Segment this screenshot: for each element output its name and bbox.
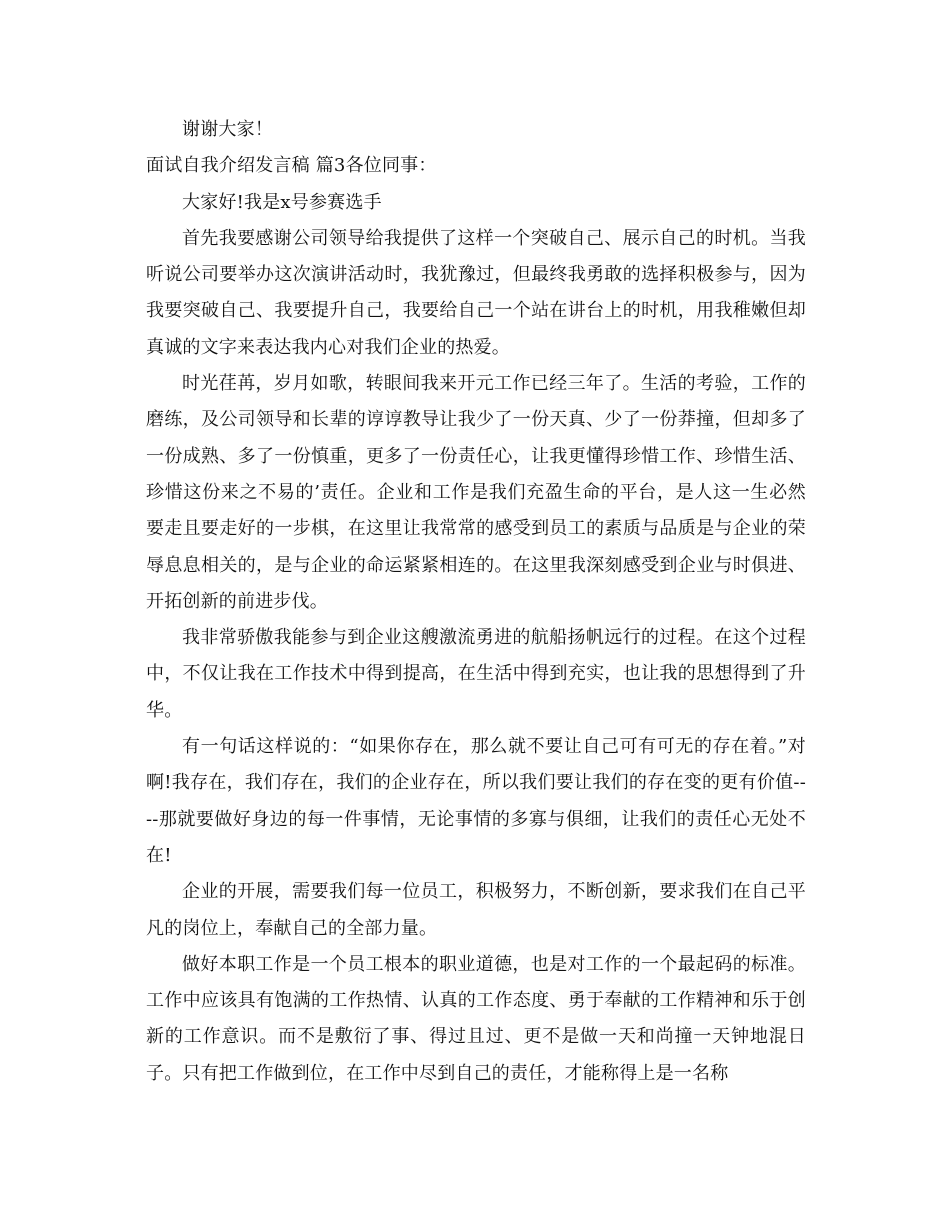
document-body (146, 112, 806, 1092)
paragraph-heading: 面试自我介绍发言稿 篇3各位同事： (146, 155, 437, 177)
paragraph-1: 首先我要感谢公司领导给我提供了这样一个突破自己、展示自己的时机。当我听说公司要举办这次演讲活动时，我犹豫过，但最终我勇敢的选择积极参与，因为我要突破自己、我要提升自己，我要给自己一个站在讲台上的时机，用我稚嫩但却真诚的文字来表达我内心对我们企业的热爱。 (146, 227, 806, 358)
paragraph-3: 我非常骄傲我能参与到企业这艘激流勇进的航船扬帆远行的过程。在这个过程中，不仅让我在工作技术中得到提高，在生活中得到充实，也让我的思想得到了升华。 (146, 627, 806, 721)
paragraph-greeting: 大家好!我是x号参赛选手 (182, 191, 382, 213)
paragraph-6: 做好本职工作是一个员工根本的职业道德，也是对工作的一个最起码的标准。工作中应该具有饱满的工作热情、认真的工作态度、勇于奉献的工作精神和乐于创新的工作意识。而不是敷衍了事、得过且过、更不是做一天和尚撞一天钟地混日子。只有把工作做到位，在工作中尽到自己的责任，才能称得上是一名称 (146, 953, 806, 1084)
paragraph-5: 企业的开展，需要我们每一位员工，积极努力，不断创新，要求我们在自己平凡的岗位上，奉献自己的全部力量。 (146, 881, 806, 939)
paragraph-2: 时光荏苒，岁月如歌，转眼间我来开元工作已经三年了。生活的考验，工作的磨练，及公司领导和长辈的谆谆教导让我少了一份天真、少了一份莽撞，但却多了一份成熟、多了一份慎重，更多了一份责任心，让我更懂得珍惜工作、珍惜生活、珍惜这份来之不易的’责任。企业和工作是我们充盈生命的平台，是人这一生必然要走且要走好的一步棋，在这里让我常常的感受到员工的素质与品质是与企业的荣辱息息相关的，是与企业的命运紧紧相连的。在这里我深刻感受到企业与时俱进、开拓创新的前进步伐。 (146, 373, 806, 612)
paragraph-4: 有一句话这样说的：“如果你存在，那么就不要让自己可有可无的存在着。”对啊!我存在，我们存在，我们的企业存在，所以我们要让我们的存在变的更有价值----那就要做好身边的每一件事情，无论事情的多寡与俱细，让我们的责任心无处不在! (146, 736, 806, 866)
paragraph-thanks: 谢谢大家！ (182, 119, 273, 140)
